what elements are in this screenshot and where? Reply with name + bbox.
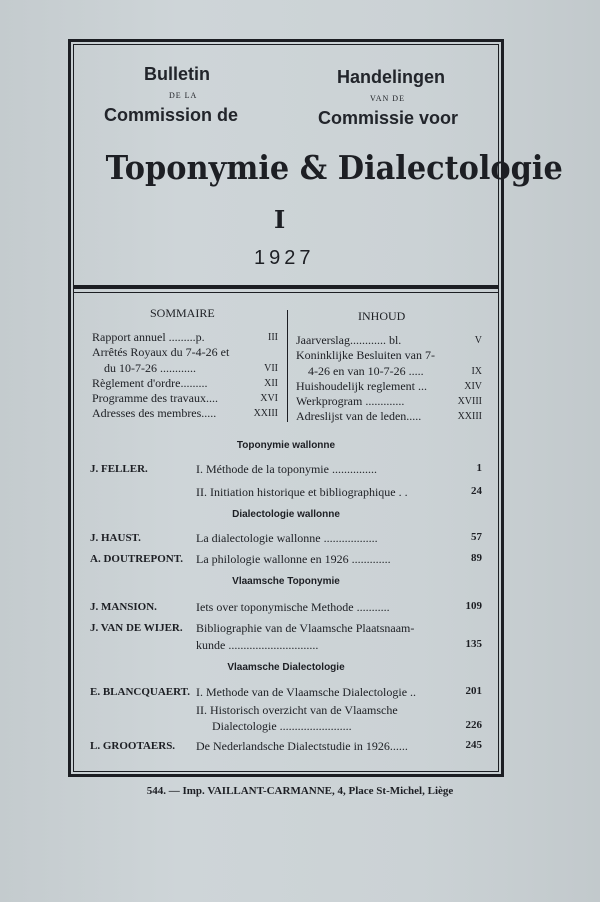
list-item: Adresses des membres..... XXIII: [92, 406, 278, 421]
toc-entry: II. Initiation historique et bibliographique . . 24: [196, 485, 482, 499]
author-name: J. VAN DE WIJER.: [90, 622, 183, 634]
toc-entry: I. Méthode de la toponymie ............... 1: [196, 462, 482, 476]
list-item: du 10-7-26 ............ VII: [104, 360, 278, 375]
toc-entry: I. Methode van de Vlaamsche Dialectologie .. 201: [196, 685, 482, 699]
header-left-sub: Commission de: [104, 105, 239, 125]
sommaire-list: [92, 330, 278, 422]
sommaire-heading: SOMMAIRE: [150, 306, 215, 320]
inhoud-heading: INHOUD: [358, 309, 406, 323]
toc-entry: De Nederlandsche Dialectstudie in 1926...... 245: [196, 739, 482, 753]
toc-entry: Dialectologie ........................ 226: [212, 719, 482, 733]
toc-entry: La dialectologie wallonne .................. 57: [196, 531, 482, 545]
divider: [73, 285, 499, 289]
list-item: Arrêtés Royaux du 7-4-26 et: [92, 345, 230, 360]
list-item: Koninklijke Besluiten van 7-: [296, 348, 435, 363]
toc-entry: Iets over toponymische Methode ........... 109: [196, 600, 482, 614]
toc-entry: La philologie wallonne en 1926 ............. 89: [196, 552, 482, 566]
author-name: L. GROOTAERS.: [90, 740, 176, 752]
section-title: Dialectologie wallonne: [232, 509, 340, 520]
volume-number: I: [274, 205, 286, 234]
list-item: Programme des travaux.... XVI: [92, 391, 278, 406]
section-title: Vlaamsche Dialectologie: [227, 662, 345, 673]
author-name: J. MANSION.: [90, 601, 157, 613]
list-item: Werkprogram ............. XVIII: [296, 394, 482, 409]
author-name: A. DOUTREPONT.: [90, 553, 183, 565]
main-title: Toponymie & Dialectologie: [105, 148, 563, 187]
printer-imprint: 544. — Imp. VAILLANT-CARMANNE, 4, Place St-Michel, Liège: [146, 785, 454, 797]
header-left-title: Bulletin: [144, 64, 210, 84]
list-item: 4-26 en van 10-7-26 ..... IX: [308, 363, 482, 378]
list-item: Jaarverslag............ bl. V: [296, 333, 482, 347]
list-item: Huishoudelijk reglement ... XIV: [296, 378, 482, 393]
divider-thin: [73, 292, 499, 293]
toc-entry: kunde .............................. 135: [196, 638, 482, 652]
header-right-sub: Commissie voor: [318, 108, 459, 128]
toc-entry-line: Bibliographie van de Vlaamsche Plaatsnaam-: [196, 621, 415, 635]
list-item: Rapport annuel .........p. III: [92, 330, 278, 344]
list-item: Adreslijst van de leden..... XXIII: [296, 409, 482, 424]
author-name: J. HAUST.: [90, 532, 141, 544]
year: 1927: [254, 247, 315, 269]
author-name: J. FELLER.: [90, 463, 148, 475]
author-name: E. BLANCQUAERT.: [90, 686, 190, 698]
header-left-small: DE LA: [169, 91, 198, 100]
section-title: Toponymie wallonne: [236, 440, 336, 451]
header-right-small: VAN DE: [370, 94, 405, 103]
section-title: Vlaamsche Toponymie: [232, 576, 340, 587]
inhoud-list: [296, 333, 482, 425]
toc-entry-line: II. Historisch overzicht van de Vlaamsche: [196, 703, 398, 717]
header-right-title: Handelingen: [337, 67, 446, 87]
column-divider: [287, 310, 288, 422]
list-item: Règlement d'ordre......... XII: [92, 375, 278, 390]
